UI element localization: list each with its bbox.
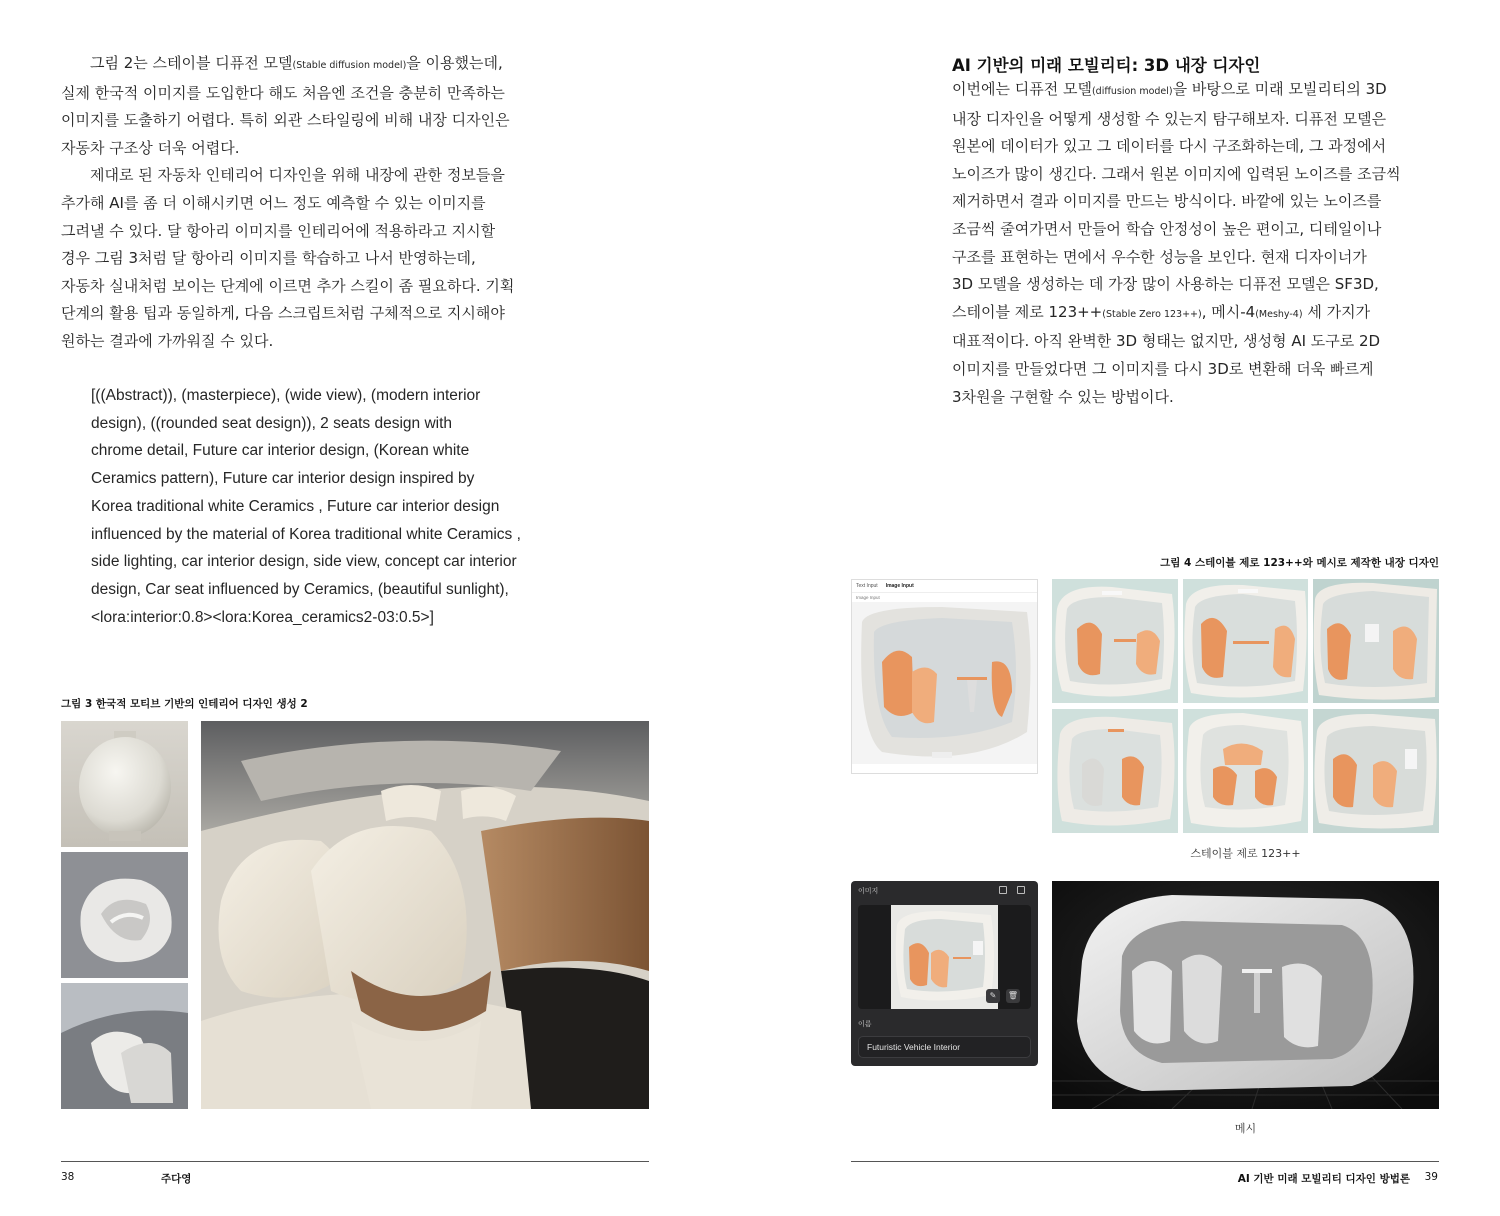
moon-jar-photo [61, 721, 188, 847]
right-para-line-8: 3D 모델을 생성하는 데 가장 많이 사용하는 디퓨전 모델은 SF3D, [952, 275, 1379, 294]
prompt-line: design), ((rounded seat design)), 2 seats design with [91, 414, 453, 432]
render-tile-4 [1052, 709, 1178, 833]
prompt-line: Korea traditional white Ceramics , Future car interior design [91, 497, 500, 515]
prompt-line: chrome detail, Future car interior design, (Korean white [91, 442, 470, 460]
left-para-line-2: 실제 한국적 이미지를 도입한다 해도 처음엔 조건을 충분히 만족하는 [61, 83, 505, 102]
right-para-line-12: 3차원을 구현할 수 있는 방법이다. [952, 387, 1174, 406]
prompt-line: design, Car seat influenced by Ceramics, (beautiful sunlight), [91, 580, 509, 598]
right-para-line-1: 이번에는 디퓨전 모델(diffusion model)을 바탕으로 미래 모빌리티의 3D [952, 80, 1387, 98]
right-para-line-3: 원본에 데이터가 있고 그 데이터를 다시 구조화하는데, 그 과정에서 [952, 137, 1387, 156]
left-para-line-6: 추가해 AI를 좀 더 이해시키면 어느 정도 예측할 수 있는 이미지를 [61, 193, 486, 212]
render-tile-6 [1313, 709, 1439, 833]
prompt-line: [((Abstract)), (masterpiece), (wide view), (modern interior [91, 387, 481, 404]
right-para-line-9: 스테이블 제로 123++(Stable Zero 123++), 메시-4(Meshy-4) 세 가지가 [952, 302, 1371, 321]
ceramic-seat-sculpture-photo [61, 852, 188, 978]
stable-zero-ui-screenshot [851, 579, 1038, 774]
name-field[interactable] [858, 1036, 1031, 1058]
left-para-line-3: 이미지를 도출하기 어렵다. 특히 외관 스타일링에 비해 내장 디자인은 [61, 111, 510, 130]
ceramic-car-interior-render [201, 721, 649, 1109]
prompt-line: influenced by the material of Korea traditional white Ceramics , [91, 525, 521, 543]
left-para-line-9: 자동차 실내처럼 보이는 단계에 이르면 추가 스킬이 좀 필요하다. 기획 [61, 276, 515, 295]
tab-image-input[interactable]: Image Input [885, 583, 914, 589]
author-name: 주다영 [161, 1173, 192, 1185]
left-footer-rule [61, 1161, 649, 1162]
name-field-value: Futuristic Vehicle Interior [867, 1042, 961, 1052]
meshy-subcaption: 메시 [1234, 1122, 1257, 1135]
left-para-line-5: 제대로 된 자동차 인테리어 디자인을 위해 내장에 관한 정보들을 [90, 166, 505, 185]
prompt-line: <lora:interior:0.8><lora:Korea_ceramics2-03:0.5>] [91, 608, 434, 626]
trash-icon[interactable]: 🗑 [1006, 989, 1020, 1003]
left-para-line-11: 원하는 결과에 가까워질 수 있다. [61, 331, 274, 350]
render-tile-3 [1313, 579, 1439, 703]
copy-icon[interactable] [999, 886, 1007, 894]
right-page-number: 39 [1424, 1171, 1438, 1183]
prompt-line: Ceramics pattern), Future car interior design inspired by [91, 470, 475, 488]
ui-tab-bar [852, 580, 1037, 593]
right-para-line-7: 구조를 표현하는 면에서 우수한 성능을 보인다. 현재 디자이너가 [952, 247, 1367, 266]
right-para-line-11: 이미지를 만들었다면 그 이미지를 다시 3D로 변환해 더욱 빠르게 [952, 359, 1374, 378]
left-para-line-4: 자동차 구조상 더욱 어렵다. [61, 138, 240, 157]
left-para-line-1: 그림 2는 스테이블 디퓨전 모델(Stable diffusion model)을 이용했는데, [90, 54, 503, 72]
prompt-script [91, 382, 571, 631]
stable-zero-subcaption: 스테이블 제로 123++ [1190, 847, 1301, 860]
image-input-label: Image Input [856, 595, 880, 600]
left-page-number: 38 [61, 1171, 75, 1183]
right-para-line-2: 내장 디자인을 어떻게 생성할 수 있는지 탐구해보자. 디퓨전 모델은 [952, 109, 1387, 128]
left-para-line-10: 단계의 활용 팁과 동일하게, 다음 스크립트처럼 구체적으로 지시해야 [61, 304, 505, 323]
prompt-line: side lighting, car interior design, side view, concept car interior [91, 553, 517, 571]
mesh-3d-viewport [1052, 881, 1439, 1109]
image-panel-label: 이미지 [858, 887, 879, 895]
left-para-line-7: 그려낼 수 있다. 달 항아리 이미지를 인테리어에 적용하라고 지시할 [61, 221, 496, 240]
meshy-ui-panel [851, 881, 1038, 1066]
right-para-line-5: 제거하면서 결과 이미지를 만드는 방식이다. 바깥에 있는 노이즈를 [952, 192, 1382, 211]
tab-text-input[interactable]: Text Input [856, 583, 878, 589]
car-interior-small-photo [61, 983, 188, 1109]
save-icon[interactable] [1017, 886, 1025, 894]
figure-4-caption: 그림 4 스테이블 제로 123++와 메시로 제작한 내장 디자인 [1160, 557, 1439, 569]
name-field-label: 이름 [858, 1020, 872, 1028]
running-title: AI 기반 미래 모빌리티 디자인 방법론 [1237, 1173, 1410, 1185]
render-tile-5 [1183, 709, 1308, 833]
right-para-line-6: 조금씩 줄여가면서 만들어 학습 안정성이 높은 편이고, 디테일이나 [952, 219, 1382, 238]
right-body-text [952, 76, 1452, 411]
right-footer-rule [851, 1161, 1439, 1162]
section-heading: AI 기반의 미래 모빌리티: 3D 내장 디자인 [952, 56, 1261, 75]
left-para-line-8: 경우 그림 3처럼 달 항아리 이미지를 학습하고 나서 반영하는데, [61, 249, 476, 268]
render-tile-2 [1183, 579, 1308, 703]
image-preview-frame [858, 905, 1031, 1009]
left-body-text [61, 50, 561, 356]
render-tile-1 [1052, 579, 1178, 703]
edit-icon[interactable]: ✎ [986, 989, 1000, 1003]
right-para-line-4: 노이즈가 많이 생긴다. 그래서 원본 이미지에 입력된 노이즈를 조금씩 [952, 164, 1401, 183]
figure-3-caption: 그림 3 한국적 모티브 기반의 인테리어 디자인 생성 2 [61, 698, 308, 710]
right-para-line-10: 대표적이다. 아직 완벽한 3D 형태는 없지만, 생성형 AI 도구로 2D [952, 332, 1381, 351]
